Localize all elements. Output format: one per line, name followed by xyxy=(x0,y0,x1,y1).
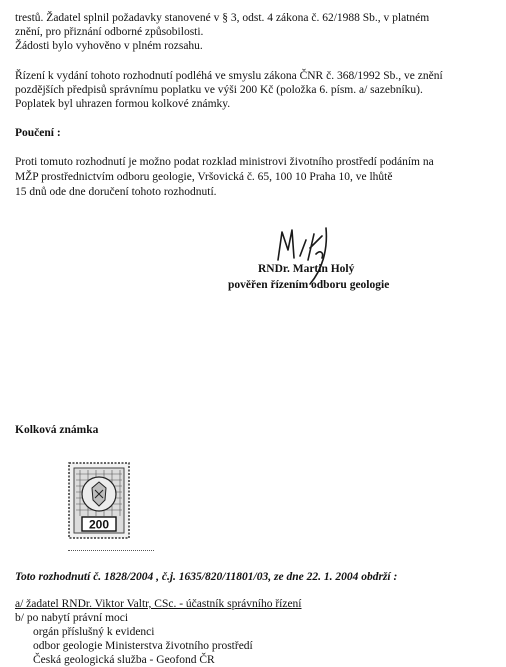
stamp-heading: Kolková známka xyxy=(15,424,99,436)
distribution-item-b: b/ po nabytí právní moci xyxy=(15,612,129,624)
revenue-stamp xyxy=(68,462,130,539)
signature-stroke-3 xyxy=(308,234,322,260)
distribution-item-a: a/ žadatel RNDr. Viktor Valtr, CSc. - účastník správního řízení xyxy=(15,598,302,610)
signatory-name: RNDr. Martin Holý xyxy=(258,263,355,275)
paragraph-1-line-3: Žádosti bylo vyhověno v plném rozsahu. xyxy=(15,40,203,52)
paragraph-3-line-3: 15 dnů ode dne doručení tohoto rozhodnutí. xyxy=(15,186,217,198)
paragraph-1-line-2: znění, pro přiznání odborné způsobilosti. xyxy=(15,26,204,38)
distribution-heading: Toto rozhodnutí č. 1828/2004 , č.j. 1635/820/11801/03, ze dne 22. 1. 2004 obdrží : xyxy=(15,571,398,583)
paragraph-2-line-3: Poplatek byl uhrazen formou kolkové známky. xyxy=(15,98,231,110)
stamp-dotted-rule xyxy=(68,550,154,551)
stamp-value: 200 xyxy=(88,517,110,532)
paragraph-3-line-1: Proti tomuto rozhodnutí je možno podat rozklad ministrovi životního prostředí podáním na xyxy=(15,156,434,168)
signature-stroke-5 xyxy=(316,252,323,258)
signatory-role: pověřen řízením odboru geologie xyxy=(228,279,390,291)
signature-stroke-2 xyxy=(300,240,306,256)
paragraph-2-line-2: pozdějších předpisů správnímu poplatku ve výši 200 Kč (položka 6. písm. a/ sazebníku). xyxy=(15,84,423,96)
instruction-heading: Poučení : xyxy=(15,127,61,139)
distribution-item-b-3: Česká geologická služba - Geofond ČR xyxy=(33,654,215,666)
distribution-item-b-2: odbor geologie Ministerstva životního prostředí xyxy=(33,640,253,652)
paragraph-2-line-1: Řízení k vydání tohoto rozhodnutí podléhá ve smyslu zákona ČNR č. 368/1992 Sb., ve znění xyxy=(15,70,443,82)
distribution-item-b-1: orgán příslušný k evidenci xyxy=(33,626,155,638)
paragraph-1-line-1: trestů. Žadatel splnil požadavky stanovené v § 3, odst. 4 zákona č. 62/1988 Sb., v platném xyxy=(15,12,430,24)
signature-stroke-1 xyxy=(278,230,294,260)
paragraph-3-line-2: MŽP prostřednictvím odboru geologie, Vršovická č. 65, 100 10 Praha 10, ve lhůtě xyxy=(15,171,393,183)
